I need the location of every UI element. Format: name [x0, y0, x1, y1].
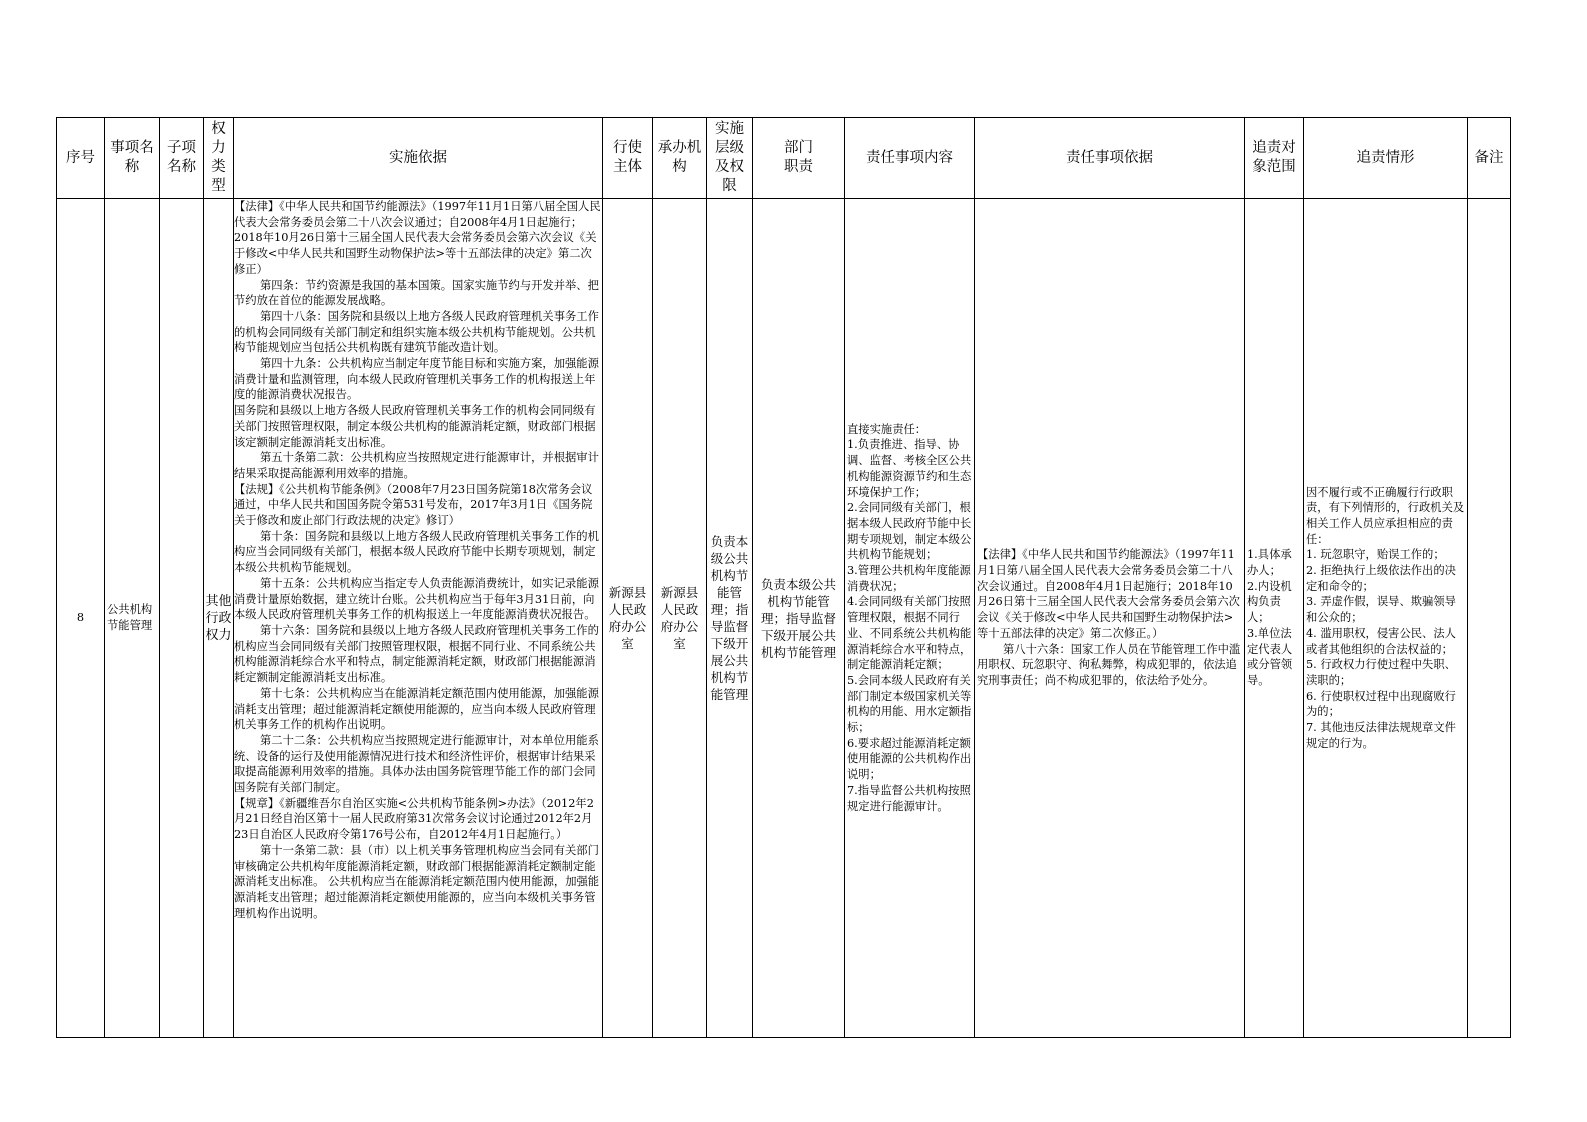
- resp-content-line: 4.会同同级有关部门按照管理权限，根据不同行业、不同系统公共机构能源消耗综合水平和特点，制定能源消耗定额；: [847, 595, 972, 672]
- cell-situation: [1304, 199, 1468, 1038]
- cell-power-type: 其他行政权力: [204, 199, 234, 1038]
- resp-content-line: 5.会同本级人民政府有关部门制定本级国家机关等机构的用能、用水定额指标；: [847, 673, 972, 735]
- situation-line: 2. 拒绝执行上级依法作出的决定和命令的；: [1306, 564, 1456, 593]
- cell-remark: [1468, 199, 1511, 1038]
- basis-paragraph: 【规章】《新疆维吾尔自治区实施<公共机构节能条例>办法》（2012年2月21日经自治区第十一届人民政府第31次常务会议讨论通过2012年2月23日自治区人民政府令第176号公布，自2012年4月1日起施行。）: [234, 796, 594, 842]
- basis-paragraph: 第十七条：公共机构应当在能源消耗定额范围内使用能源，加强能源消耗支出管理；超过能源消耗定额使用能源的，应当向本级人民政府管理机关事务工作的机构作出说明。: [234, 686, 599, 732]
- header-sub-item: 子项名称: [160, 118, 204, 199]
- basis-paragraph: 第四十八条：国务院和县级以上地方各级人民政府管理机关事务工作的机构会同同级有关部门制定和组织实施本级公共机构节能规划。公共机构节能规划应当包括公共机构既有建筑节能改造计划。: [234, 309, 599, 355]
- cell-scope: [1245, 199, 1304, 1038]
- situation-line: 7. 其他违反法律法规规章文件规定的行为。: [1306, 721, 1456, 750]
- situation-line: 6. 行使职权过程中出现腐败行为的；: [1306, 689, 1456, 719]
- header-scope: 追责对象范围: [1245, 118, 1304, 199]
- situation-line: 4. 滥用职权，侵害公民、法人或者其他组织的合法权益的；: [1306, 626, 1456, 656]
- situation-line: 3. 弄虚作假，误导、欺骗领导和公众的；: [1306, 595, 1456, 625]
- situation-line: 因不履行或不正确履行行政职责，有下列情形的，行政机关及相关工作人员应承担相应的责任：: [1306, 485, 1465, 546]
- situation-line: 1. 玩忽职守，贻误工作的；: [1306, 548, 1445, 562]
- cell-subject: 新源县人民政府办公室: [603, 199, 653, 1038]
- cell-seq: 8: [57, 199, 105, 1038]
- resp-basis-text: [975, 547, 1244, 688]
- scope-text: [1245, 547, 1303, 688]
- basis-paragraph: 第二十二条：公共机构应当按照规定进行能源审计，对本单位用能系统、设备的运行及使用能源情况进行技术和经济性评价，根据审计结果采取提高能源利用效率的措施。具体办法由国务院管理节能工作的部门会同国务院有关部门制定。: [234, 733, 599, 795]
- resp-content-text: [845, 422, 974, 815]
- basis-paragraph: 第十一条第二款：县（市）以上机关事务管理机构应当会同有关部门审核确定公共机构年度能源消耗定额，财政部门根据能源消耗定额制定能源消耗支出标准。 公共机构应当在能源消耗定额范围内使用能源，加强能源消耗支出管理；超过能源消耗定额使用能源的，应当向本级机关事务管理机构作出说明。: [234, 843, 600, 920]
- header-remark: 备注: [1468, 118, 1511, 199]
- scope-line: 2.内设机构负责人；: [1247, 579, 1292, 625]
- header-power-type: 权力类型: [204, 118, 234, 199]
- cell-item-name: 公共机构节能管理: [105, 199, 160, 1038]
- resp-basis-paragraph: 第八十六条：国家工作人员在节能管理工作中滥用职权、玩忽职守、徇私舞弊，构成犯罪的，依法追究刑事责任；尚不构成犯罪的，依法给予处分。: [977, 642, 1241, 687]
- basis-paragraph: 第五十条第二款：公共机构应当按照规定进行能源审计，并根据审计结果采取提高能源利用效率的措施。: [234, 451, 599, 480]
- header-handler: 承办机构: [653, 118, 707, 199]
- resp-content-line: 6.要求超过能源消耗定额使用能源的公共机构作出说明；: [847, 736, 972, 782]
- cell-handler: 新源县人民政府办公室: [653, 199, 707, 1038]
- resp-content-line: 1.负责推进、指导、协调、监督、考核全区公共机构能源资源节约和生态环境保护工作；: [847, 438, 972, 499]
- basis-paragraph: 【法规】《公共机构节能条例》（2008年7月23日国务院第18次常务会议通过，中华人民共和国国务院令第531号发布，2017年3月1日《国务院关于修改和废止部门行政法规的决定》修订）: [234, 482, 593, 528]
- header-row: [57, 118, 1511, 199]
- cell-level: 负责本级公共机构节能管理；指导监督下级开展公共机构节能管理: [707, 199, 753, 1038]
- scope-line: 1.具体承办人；: [1247, 548, 1292, 578]
- header-seq: 序号: [57, 118, 105, 199]
- basis-paragraph: 国务院和县级以上地方各级人民政府管理机关事务工作的机构会同同级有关部门按照管理权限，制定本级公共机构的能源消耗定额，财政部门根据该定额制定能源消耗支出标准。: [234, 404, 596, 449]
- resp-content-line: 3.管理公共机构年度能源消费状况；: [847, 564, 971, 593]
- header-duty: 部门职责: [753, 118, 845, 199]
- header-level: 实施层级及权限: [707, 118, 753, 199]
- cell-duty: 负责本级公共机构节能管理；指导监督下级开展公共机构节能管理: [753, 199, 845, 1038]
- basis-text: [234, 199, 602, 921]
- header-situation: 追责情形: [1304, 118, 1468, 199]
- situation-line: 5. 行政权力行使过程中失职、渎职的；: [1306, 658, 1456, 687]
- basis-paragraph: 第四条：节约资源是我国的基本国策。国家实施节约与开发并举、把节约放在首位的能源发展战略。: [234, 278, 599, 308]
- resp-content-line: 直接实施责任：: [847, 422, 927, 436]
- basis-paragraph: 第十六条：国务院和县级以上地方各级人民政府管理机关事务工作的机构应当会同同级有关部门按照管理权限，根据不同行业、不同系统公共机构能源消耗综合水平和特点，制定能源消耗定额，财政部门根据能源消耗定额制定能源消耗支出标准。: [234, 623, 599, 685]
- header-basis: 实施依据: [234, 118, 603, 199]
- situation-text: [1304, 485, 1467, 752]
- cell-basis: [234, 199, 603, 1038]
- resp-content-line: 7.指导监督公共机构按照规定进行能源审计。: [847, 783, 971, 813]
- power-list-table: [56, 117, 1511, 1038]
- scope-line: 3.单位法定代表人或分管领导。: [1247, 626, 1293, 687]
- basis-paragraph: 第四十九条：公共机构应当制定年度节能目标和实施方案，加强能源消费计量和监测管理，向本级人民政府管理机关事务工作的机构报送上年度的能源消费状况报告。: [234, 357, 599, 402]
- cell-resp-basis: [975, 199, 1245, 1038]
- header-subject: 行使主体: [603, 118, 653, 199]
- basis-paragraph: 第十条：国务院和县级以上地方各级人民政府管理机关事务工作的机构应当会同同级有关部门，根据本级人民政府节能中长期专项规划，制定本级公共机构节能规划。: [234, 529, 599, 575]
- resp-basis-paragraph: 【法律】《中华人民共和国节约能源法》（1997年11月1日第八届全国人民代表大会常务委员会第二十八次会议通过。自2008年4月1日起施行；2018年10月26日第十三届全国人民代表大会常务委员会第六次会议《关于修改<中华人民共和国野生动物保护法>等十五部法律的决定》第二次修正。）: [977, 548, 1240, 640]
- header-resp-content: 责任事项内容: [845, 118, 975, 199]
- cell-resp-content: [845, 199, 975, 1038]
- header-item-name: 事项名称: [105, 118, 160, 199]
- basis-paragraph: 第十五条：公共机构应当指定专人负责能源消费统计，如实记录能源消费计量原始数据，建立统计台账。公共机构应当于每年3月31日前，向本级人民政府管理机关事务工作的机构报送上一年度能源消费状况报告。: [234, 576, 599, 622]
- table-row: [57, 199, 1511, 1038]
- cell-sub-item: [160, 199, 204, 1038]
- basis-paragraph: 【法律】《中华人民共和国节约能源法》（1997年11月1日第八届全国人民代表大会常务委员会第二十八次会议通过；自2008年4月1日起施行；2018年10月26日第十三届全国人民代表大会常务委员会第六次会议《关于修改<中华人民共和国野生动物保护法>等十五部法律的决定》第二次修正）: [234, 200, 601, 276]
- header-resp-basis: 责任事项依据: [975, 118, 1245, 199]
- resp-content-line: 2.会同同级有关部门，根据本级人民政府节能中长期专项规划，制定本级公共机构节能规划；: [847, 501, 972, 562]
